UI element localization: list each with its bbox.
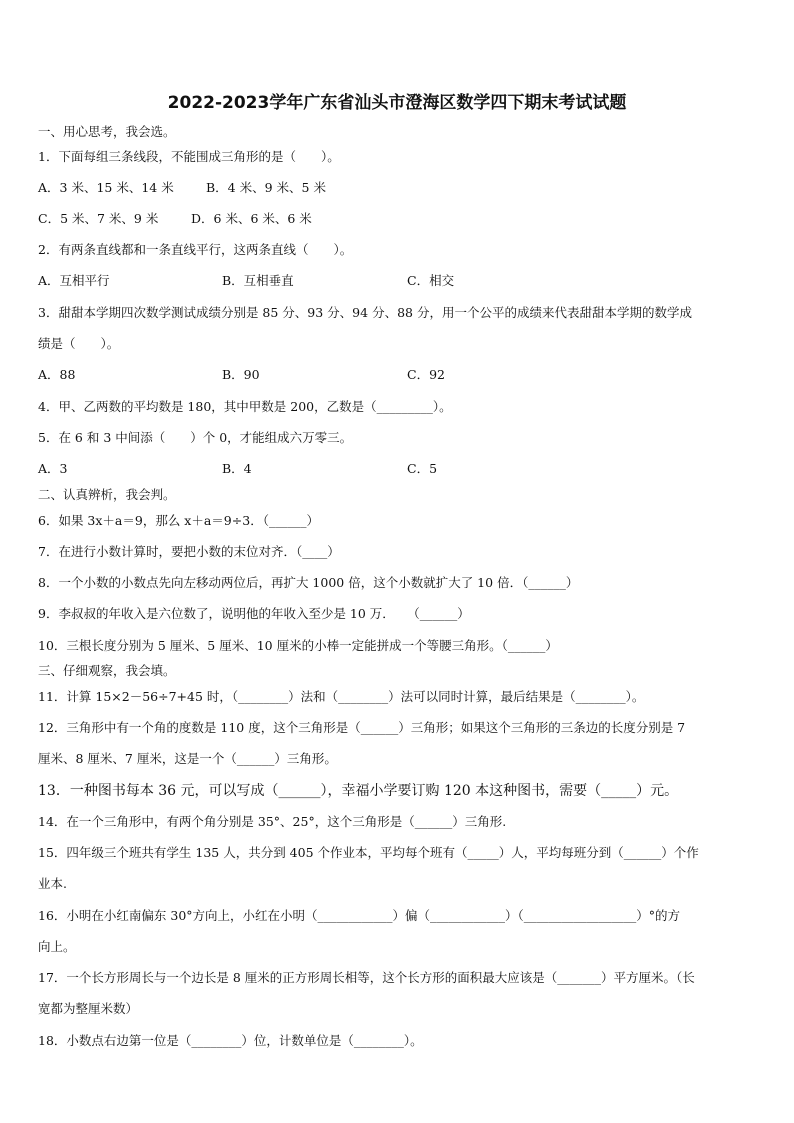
q2-option-a: A．互相平行 [38, 273, 110, 288]
q5-option-c: C．5 [407, 461, 438, 476]
q5-option-b: B．4 [222, 461, 252, 476]
question-16-line-2: 向上。 [38, 939, 76, 954]
question-15-line-1: 15．四年级三个班共有学生 135 人，共分到 405 个作业本，平均每个班有（_____）人，平均每班分到（______）个作 [38, 845, 699, 860]
question-16-line-1: 16．小明在小红南偏东 30°方向上，小红在小明（____________）偏（____________）（__________________）°的方 [38, 908, 681, 923]
q1-option-b: B．4 米、9 米、5 米 [206, 180, 326, 195]
q3-option-b: B．90 [222, 367, 260, 382]
section-1-heading: 一、用心思考，我会选。 [38, 124, 176, 139]
question-9: 9．李叔叔的年收入是六位数了，说明他的年收入至少是 10 万． （______） [38, 606, 470, 621]
question-3-line-1: 3．甜甜本学期四次数学测试成绩分别是 85 分、93 分、94 分、88 分，用一个公平的成绩来代表甜甜本学期的数学成 [38, 305, 692, 320]
question-10: 10．三根长度分别为 5 厘米、5 厘米、10 厘米的小棒一定能拼成一个等腰三角形。（______） [38, 638, 558, 653]
question-15-line-2: 业本. [38, 876, 67, 891]
question-4: 4．甲、乙两数的平均数是 180，其中甲数是 200，乙数是（_________）。 [38, 399, 452, 414]
question-18: 18．小数点右边第一位是（________）位，计数单位是（________）。 [38, 1033, 423, 1048]
question-5: 5．在 6 和 3 中间添（ ）个 0，才能组成六万零三。 [38, 430, 353, 445]
question-3-line-2: 绩是（ ）。 [38, 336, 120, 351]
question-6: 6．如果 3x＋a＝9，那么 x＋a＝9÷3．（______） [38, 513, 319, 528]
question-12-line-1: 12．三角形中有一个角的度数是 110 度，这个三角形是（______）三角形；如果这个三角形的三条边的长度分别是 7 [38, 720, 686, 735]
q1-option-a: A．3 米、15 米、14 米 [38, 180, 174, 195]
section-2-heading: 二、认真辨析，我会判。 [38, 487, 176, 502]
section-3-heading: 三、仔细观察，我会填。 [38, 663, 176, 678]
question-14: 14．在一个三角形中，有两个角分别是 35°、25°，这个三角形是（______）三角形. [38, 814, 507, 829]
q2-option-c: C．相交 [407, 273, 455, 288]
q3-option-c: C．92 [407, 367, 445, 382]
q3-option-a: A．88 [38, 367, 76, 382]
q5-option-a: A．3 [38, 461, 68, 476]
question-7: 7．在进行小数计算时，要把小数的末位对齐．（____） [38, 544, 340, 559]
question-13: 13．一种图书每本 36 元，可以写成（______），幸福小学要订购 120 本这种图书，需要（_____）元。 [38, 783, 679, 799]
page-title: 2022-2023学年广东省汕头市澄海区数学四下期末考试试题 [167, 93, 627, 113]
question-17-line-2: 宽都为整厘米数） [38, 1001, 139, 1016]
q1-option-d: D．6 米、6 米、6 米 [191, 211, 312, 226]
question-12-line-2: 厘米、8 厘米、7 厘米，这是一个（______）三角形。 [38, 751, 337, 766]
question-8: 8．一个小数的小数点先向左移动两位后，再扩大 1000 倍，这个小数就扩大了 10 倍．（______） [38, 575, 579, 590]
question-1: 1．下面每组三条线段，不能围成三角形的是（ ）。 [38, 149, 340, 164]
question-2: 2．有两条直线都和一条直线平行，这两条直线（ ）。 [38, 242, 353, 257]
question-17-line-1: 17．一个长方形周长与一个边长是 8 厘米的正方形周长相等，这个长方形的面积最大应该是（_______）平方厘米。（长 [38, 970, 695, 985]
question-11: 11．计算 15×2－56÷7+45 时，（________）法和（________）法可以同时计算，最后结果是（________）。 [38, 689, 645, 704]
q2-option-b: B．互相垂直 [222, 273, 294, 288]
q1-option-c: C．5 米、7 米、9 米 [38, 211, 159, 226]
